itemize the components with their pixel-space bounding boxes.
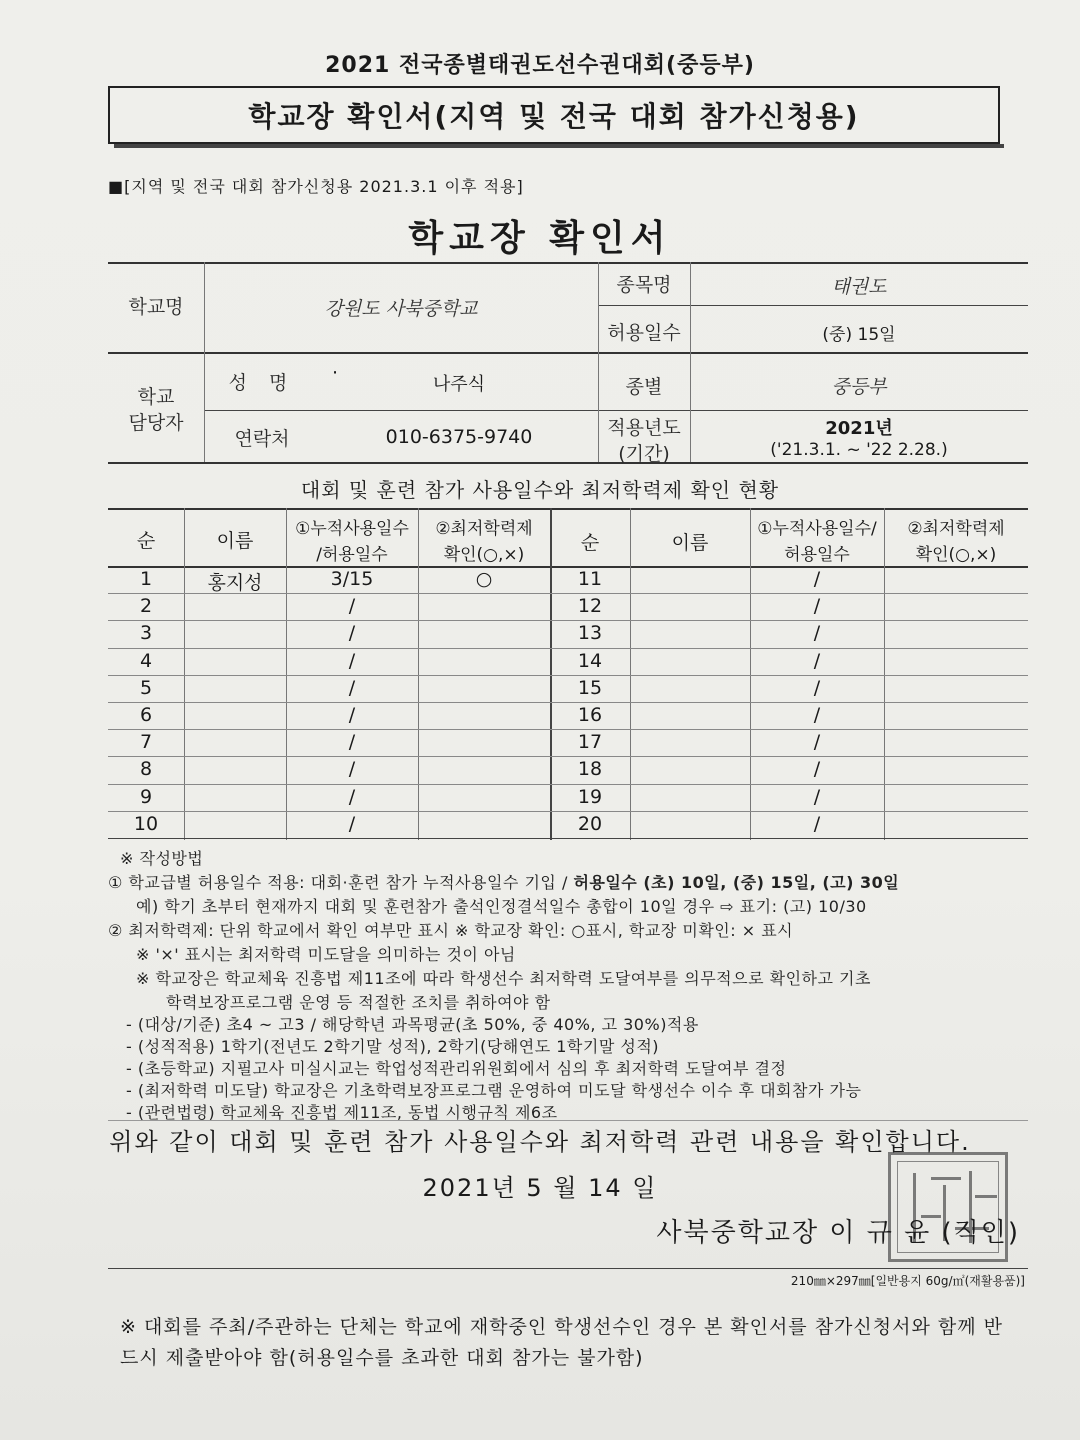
row-number: 17 <box>577 731 603 754</box>
row-number: 8 <box>139 758 153 781</box>
header-grade: 확인(○,×) <box>915 545 997 565</box>
sport-value: 태권도 <box>831 276 887 298</box>
submission-note: ※ 대회를 주최/주관하는 단체는 학교에 재학중인 학생선수인 경우 본 확인서를 참가신청서와 함께 반드시 제출받아야 함(허용일수를 초과한 대회 참가는 불가함) <box>120 1316 1003 1369</box>
row-days: / <box>348 812 356 835</box>
instruction-line: ※ '×' 표시는 최저학력 미도달을 의미하는 것이 아님 <box>136 945 516 964</box>
instruction-line: 학력보장프로그램 운영 등 적절한 조치를 취하여야 함 <box>166 993 551 1012</box>
table-row-line <box>108 729 1028 730</box>
header-grade: ②최저학력제 <box>907 519 1005 539</box>
row-days: / <box>348 676 356 699</box>
instruction-line: 예) 학기 초부터 현재까지 대회 및 훈련참가 출석인정결석일수 총합이 10일 경우 ⇨ 표기: (고) 10/30 <box>136 897 867 916</box>
row-days: 3/15 <box>330 568 374 590</box>
row-number: 11 <box>577 568 603 590</box>
row-days: / <box>348 785 356 808</box>
allowed-days-label: 허용일수 <box>607 322 681 344</box>
header-no: 순 <box>136 530 156 552</box>
row-number: 1 <box>139 568 153 590</box>
table-row-line <box>108 620 1028 621</box>
sport-label: 종목명 <box>616 274 672 296</box>
row-days: / <box>348 649 356 672</box>
paper-spec: 210㎜×297㎜[일반용지 60g/㎡(재활용품)] <box>790 1274 1025 1288</box>
row-number: 20 <box>577 812 603 835</box>
row-number: 12 <box>577 595 603 618</box>
year-label: (기간) <box>618 443 670 465</box>
instruction-line: - (최저학력 미도달) 학교장은 기초학력보장프로그램 운영하여 미도달 학생선수 이수 후 대회참가 가능 <box>126 1081 862 1100</box>
row-days: / <box>813 649 821 672</box>
info-divider <box>204 410 1028 411</box>
row-days: / <box>813 622 821 645</box>
principal-signature: 사북중학교장 이 규 윤 (직인) <box>656 1218 1020 1248</box>
instruction-emphasis: 허용일수 (초) 10일, (중) 15일, (고) 30일 <box>573 873 900 892</box>
header-no: 순 <box>580 532 600 554</box>
year-label: 적용년도 <box>607 417 681 439</box>
header-grade: ②최저학력제 <box>435 519 533 539</box>
row-days: / <box>813 595 821 618</box>
document-title: 학교장 확인서 <box>408 218 672 259</box>
row-number: 13 <box>577 622 603 645</box>
row-days: / <box>813 785 821 808</box>
instruction-line: ② 최저학력제: 단위 학교에서 확인 여부만 표시 ※ 학교장 확인: ○표시, 학교장 미확인: × 표시 <box>108 921 794 940</box>
contact-name-value: 나주식 <box>432 374 486 395</box>
instruction-line: - (대상/기준) 초4 ~ 고3 / 해당학년 과목평균(초 50%, 중 40%, 고 30%)적용 <box>126 1015 699 1034</box>
row-number: 9 <box>139 785 153 808</box>
instructions-heading: ※ 작성방법 <box>120 849 204 868</box>
header-name: 이름 <box>671 532 709 554</box>
row-number: 15 <box>577 676 603 699</box>
table-row-line <box>108 648 1028 649</box>
status-table-top-border <box>108 508 1028 510</box>
header-grade: 확인(○,×) <box>443 545 525 565</box>
row-number: 6 <box>139 704 153 726</box>
instruction-line <box>108 870 899 893</box>
contact-person-label: 담당자 <box>128 412 184 434</box>
event-title: 2021 전국종별태권도선수권대회(중등부) <box>325 53 755 78</box>
table-row-line <box>108 838 1028 839</box>
allowed-days-value: (중) 15일 <box>822 325 896 345</box>
row-number: 10 <box>133 812 159 835</box>
contact-person-label: 학교 <box>137 386 175 408</box>
table-row-line <box>108 784 1028 785</box>
row-number: 3 <box>139 622 153 645</box>
status-table-title: 대회 및 훈련 참가 사용일수와 최저학력제 확인 현황 <box>300 478 780 502</box>
row-days: / <box>813 758 821 781</box>
row-number: 19 <box>577 785 603 808</box>
instruction-line: - (초등학교) 지필고사 미실시교는 학업성적관리위원회에서 심의 후 최저학력 도달여부 결정 <box>126 1059 787 1078</box>
phone-label: 연락처 <box>234 428 290 450</box>
info-table-top-border <box>108 262 1028 264</box>
info-divider <box>598 305 1028 306</box>
confirmation-statement: 위와 같이 대회 및 훈련 참가 사용일수와 최저학력 관련 내용을 확인합니다. <box>109 1128 971 1156</box>
row-days: / <box>348 731 356 754</box>
header-days: ①누적사용일수/ <box>757 519 877 539</box>
school-value: 강원도 사북중학교 <box>324 298 478 320</box>
row-days: / <box>813 812 821 835</box>
header-name: 이름 <box>216 530 254 552</box>
table-row-line <box>108 675 1028 676</box>
row-days: / <box>813 704 821 726</box>
issue-date: 2021년 5 월 14 일 <box>422 1174 658 1202</box>
instruction-line: - (관련법령) 학교체육 진흥법 제11조, 동법 시행규칙 제6조 <box>126 1103 558 1122</box>
row-number: 14 <box>577 649 603 672</box>
instruction-text: ① 학교급별 허용일수 적용: 대회·훈련 참가 누적사용일수 기입 / <box>108 873 574 892</box>
header-days: 허용일수 <box>784 545 850 565</box>
table-row-line <box>108 811 1028 812</box>
row-number: 4 <box>139 649 153 672</box>
year-value: 2021년 <box>825 418 893 439</box>
phone-value: 010-6375-9740 <box>385 426 533 448</box>
applicability-note: ■[지역 및 전국 대회 참가신청용 2021.3.1 이후 적용] <box>108 177 524 196</box>
name-label: 성 명 <box>228 372 296 394</box>
row-name: 홍지성 <box>207 572 263 594</box>
name-mark: · <box>331 362 339 384</box>
info-table-bottom-border <box>108 462 1028 464</box>
row-number: 16 <box>577 704 603 726</box>
header-days: /허용일수 <box>316 545 388 565</box>
form-title-box: 학교장 확인서(지역 및 전국 대회 참가신청용) <box>108 86 1000 144</box>
division-label: 종별 <box>625 376 663 398</box>
period-value: ('21.3.1. ~ '22 2.28.) <box>770 440 948 460</box>
instruction-line: - (성적적용) 1학기(전년도 2학기말 성적), 2학기(당해연도 1학기말 성적) <box>126 1037 660 1056</box>
info-divider <box>108 352 1028 354</box>
row-number: 2 <box>139 595 153 618</box>
row-days: / <box>813 568 821 590</box>
table-row-line <box>108 702 1028 703</box>
row-days: / <box>813 676 821 699</box>
divider <box>108 1268 1028 1269</box>
table-row-line <box>108 756 1028 757</box>
row-number: 5 <box>139 676 153 699</box>
row-check: ○ <box>475 568 493 590</box>
header-days: ①누적사용일수 <box>295 519 409 539</box>
row-days: / <box>348 622 356 645</box>
row-days: / <box>348 595 356 618</box>
row-number: 7 <box>139 731 153 754</box>
school-label: 학교명 <box>128 296 184 318</box>
row-days: / <box>813 731 821 754</box>
row-number: 18 <box>577 758 603 781</box>
division-value: 중등부 <box>831 376 887 398</box>
row-days: / <box>348 704 356 726</box>
instruction-line: ※ 학교장은 학교체육 진흥법 제11조에 따라 학생선수 최저학력 도달여부를 의무적으로 확인하고 기초 <box>136 969 871 988</box>
divider <box>108 1120 1028 1121</box>
row-days: / <box>348 758 356 781</box>
